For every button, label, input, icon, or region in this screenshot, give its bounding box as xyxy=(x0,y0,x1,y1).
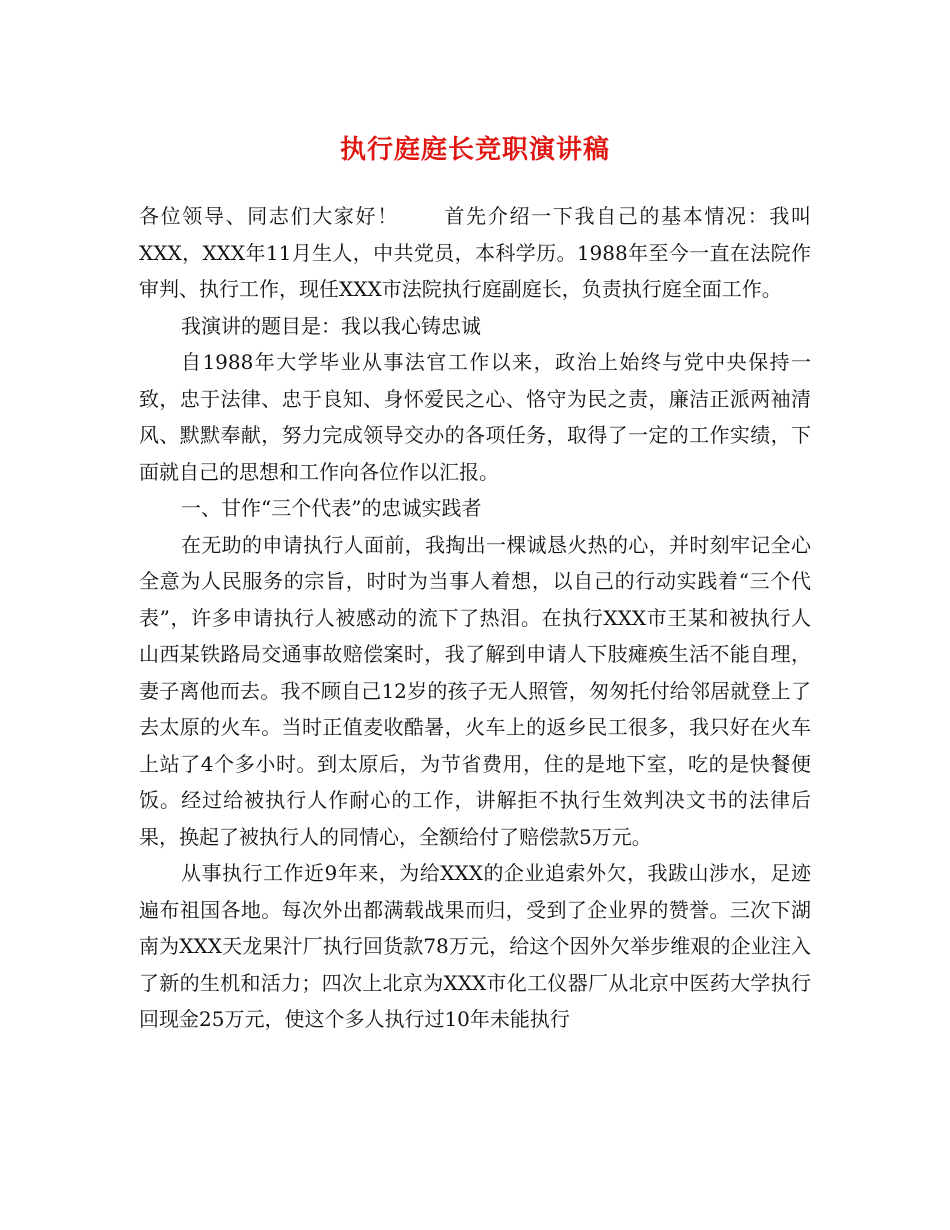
greeting-text: 各位领导、同志们大家好！ xyxy=(139,204,399,228)
career-summary-paragraph: 自1988年大学毕业从事法官工作以来，政治上始终与党中央保持一致，忠于法律、忠于良知、身怀爱民之心、恪守为民之责，廉洁正派两袖清风、默默奉献，努力完成领导交办的各项任务，取得了一定的工作实绩，下面就自己的思想和工作向各位作以汇报。 xyxy=(139,350,811,484)
speech-topic-paragraph: 我演讲的题目是：我以我心铸忠诚 xyxy=(181,313,481,338)
document-body xyxy=(139,198,811,1038)
enforcement-work-paragraph: 从事执行工作近9年来，为给XXX的企业追索外欠，我跋山涉水，足迹遍布祖国各地。每次外出都满载战果而归，受到了企业界的赞誉。三次下湖南为XXX天龙果汁厂执行回货款78万元，给这个因外欠举步维艰的企业注入了新的生机和活力；四次上北京为XXX市化工仪器厂从北京中医药大学执行回现金25万元，使这个多人执行过10年未能执行 xyxy=(139,861,811,1031)
opening-paragraph xyxy=(139,198,811,308)
intro-text: 首先介绍一下我自己的基本情况：我叫XXX，XXX年11月生人，中共党员，本科学历。1988年至今一直在法院作审判、执行工作，现任XXX市法院执行庭副庭长，负责执行庭全面工作。 xyxy=(139,204,812,301)
case-story-paragraph: 在无助的申请执行人面前，我掏出一棵诚恳火热的心，并时刻牢记全心全意为人民服务的宗旨，时时为当事人着想，以自己的行动实践着“三个代表”，许多申请执行人被感动的流下了热泪。在执行XXX市王某和被执行人山西某铁路局交通事故赔偿案时，我了解到申请人下肢瘫痪生活不能自理，妻子离他而去。我不顾自己12岁的孩子无人照管，匆匆托付给邻居就登上了去太原的火车。当时正值麦收酷暑，火车上的返乡民工很多，我只好在火车上站了4个多小时。到太原后，为节省费用，住的是地下室，吃的是快餐便饭。经过给被执行人作耐心的工作，讲解拒不执行生效判决文书的法律后果，换起了被执行人的同情心，全额给付了赔偿款5万元。 xyxy=(139,532,811,849)
document-title: 执行庭庭长竞职演讲稿 xyxy=(339,135,610,165)
section-heading: 一、甘作“三个代表”的忠诚实践者 xyxy=(181,496,482,520)
